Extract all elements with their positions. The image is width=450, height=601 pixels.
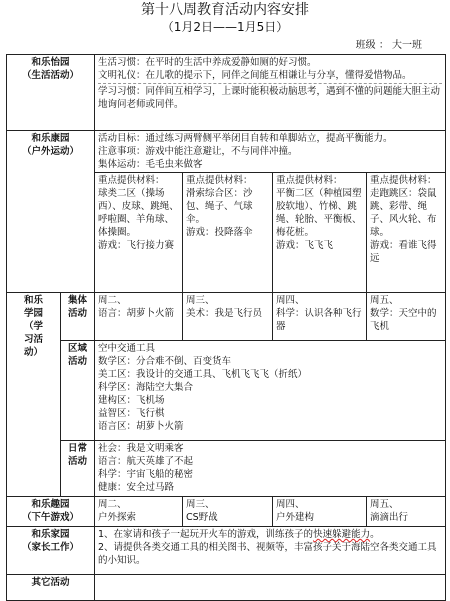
health-col-title: 重点提供材料：: [370, 175, 437, 186]
group-activity-label: [61, 293, 95, 341]
life-divider: [98, 83, 442, 84]
health-label-line1: 和乐康园: [31, 133, 70, 144]
health-col-title: 重点提供材料：: [186, 175, 253, 186]
family-item-2: 2、请提供各类交通工具的相关图书、视频等，丰富孩子关于海陆空各类交通工具的小知识。: [98, 542, 437, 566]
life-etiquette: 文明礼仪：在儿歌的提示下，同伴之间能互相谦让与分享，懂得爱惜物品。: [98, 70, 412, 81]
fun-cell-tue: [95, 497, 183, 527]
page-title: 第十八周教育活动内容安排: [141, 2, 309, 18]
group-cell-thu: [273, 293, 367, 341]
learning-group-row: [7, 293, 446, 341]
area-theme: 空中交通工具: [98, 343, 156, 354]
fun-content: CS野战: [186, 512, 218, 523]
fun-day: 周二、: [98, 499, 127, 510]
daily-item: 社会：我是文明乘客: [98, 443, 184, 454]
group-cell-fri: [367, 293, 446, 341]
health-col-game: 游戏：飞飞飞: [276, 240, 334, 251]
group-label-line1: 集体: [68, 295, 88, 306]
fun-row: [7, 497, 446, 527]
family-item-1: [98, 528, 442, 541]
learning-label-line5: 动）: [23, 347, 43, 358]
group-day: 周二、: [98, 295, 127, 306]
daily-item: 语言：航天英雄了不起: [98, 456, 194, 467]
life-habit: 生活习惯：在平时的生活中养成爱静如厕的好习惯。: [98, 57, 317, 68]
learning-label-line3: （学: [23, 321, 43, 332]
learning-label-line4: 习活: [23, 334, 43, 345]
life-study: 学习习惯：同伴间互相学习，上课时能积极动脑思考，遇到不懂的问题能大胆主动地询问老师或同伴。: [98, 86, 441, 110]
health-col-thu: [273, 173, 367, 293]
life-label-line2: （生活活动）: [22, 70, 80, 81]
health-label: [7, 131, 95, 293]
area-content: [95, 341, 446, 441]
group-cell-tue: [95, 293, 183, 341]
fun-content: 滴滴出行: [370, 512, 409, 523]
area-item: 益智区：飞行棋: [98, 408, 165, 419]
other-row: [7, 575, 446, 601]
daily-content: [95, 441, 446, 497]
health-note: 注意事项：游戏中能注意避让，不与同伴冲撞。: [98, 146, 298, 157]
area-item: 科学区：海陆空大集合: [98, 382, 194, 393]
family-label-line2: （家长工作）: [22, 542, 80, 553]
learning-label-line1: 和乐: [23, 295, 43, 306]
health-col-title: 重点提供材料：: [98, 175, 165, 186]
fun-label-line1: 和乐趣园: [31, 499, 70, 510]
family-item-1-highlight: 快速躲避能力: [313, 529, 371, 540]
learning-label-line2: 学园: [23, 308, 43, 319]
health-group: 集体运动：毛毛虫来做客: [98, 159, 203, 170]
fun-content: 户外探索: [98, 512, 137, 523]
fun-content: 户外建构: [276, 512, 315, 523]
area-label-line1: 区域: [68, 343, 88, 354]
area-label-line2: 活动: [68, 356, 88, 367]
family-item-1-end: 。: [370, 529, 380, 540]
fun-day: 周四、: [276, 499, 305, 510]
health-col-game: 游戏：看谁飞得远: [370, 240, 437, 264]
area-activity-label: [61, 341, 95, 441]
family-content: [95, 527, 446, 575]
life-label: [7, 55, 95, 131]
fun-cell-thu: [273, 497, 367, 527]
health-col-materials: 走跑跳区：袋鼠跳、彩带、绳子、风火轮、布球。: [370, 188, 437, 238]
daily-item: 健康：安全过马路: [98, 482, 175, 493]
health-col-materials: 平衡二区（种植园塑胶软地）、竹梯、跳绳、轮胎、平衡板、梅花桩。: [276, 188, 362, 238]
family-item-1-text: 1、在家请和孩子一起玩开火车的游戏，训练孩子的: [98, 529, 314, 540]
group-content: 科学：认识各种飞行器: [276, 308, 362, 332]
daily-activity-label: [61, 441, 95, 497]
life-row: [7, 55, 446, 131]
health-col-tue: [95, 173, 183, 293]
fun-label-line2: （下午游戏）: [22, 512, 80, 523]
health-col-materials: 滑索综合区：沙包、绳子、气球伞。: [186, 188, 253, 225]
health-col-game: 游戏：投降落伞: [186, 227, 253, 238]
learning-label: [7, 293, 61, 497]
group-content: 数学：天空中的飞机: [370, 308, 437, 332]
life-content: [95, 55, 446, 131]
health-label-line2: （户外运动）: [22, 146, 80, 157]
health-col-fri: [367, 173, 446, 293]
area-item: 语言区：胡萝卜火箭: [98, 421, 184, 432]
area-item: 美工区：我设计的交通工具、飞机飞飞飞（折纸）: [98, 369, 308, 380]
group-day: 周四、: [276, 295, 305, 306]
health-col-title: 重点提供材料：: [276, 175, 343, 186]
learning-area-row: [7, 341, 446, 441]
daily-label-line1: 日常: [68, 443, 88, 454]
fun-cell-fri: [367, 497, 446, 527]
group-cell-wed: [183, 293, 273, 341]
fun-cell-wed: [183, 497, 273, 527]
health-col-game: 游戏：飞行接力赛: [98, 240, 175, 251]
health-goal: 活动目标：通过练习两臂侧平举闭目自转和单脚站立，提高平衡能力。: [98, 133, 393, 144]
fun-day: 周五、: [370, 499, 399, 510]
date-range: （1月2日——1月5日）: [161, 20, 289, 34]
daily-label-line2: 活动: [68, 456, 88, 467]
family-row: [7, 527, 446, 575]
schedule-table: [6, 54, 446, 601]
family-label: [7, 527, 95, 575]
group-content: 美术：我是飞行员: [186, 308, 263, 319]
group-day: 周三、: [186, 295, 215, 306]
other-content: [95, 575, 446, 601]
area-item: 建构区：飞机场: [98, 395, 165, 406]
group-label-line2: 活动: [68, 308, 88, 319]
family-label-line1: 和乐家园: [31, 529, 70, 540]
daily-item: 科学：宇宙飞船的秘密: [98, 469, 194, 480]
fun-day: 周三、: [186, 499, 215, 510]
health-goal-content: [95, 131, 446, 173]
other-label: 其它活动: [7, 575, 95, 601]
class-name: 班级 ： 大一班: [355, 40, 422, 51]
life-label-line1: 和乐怡园: [31, 57, 70, 68]
health-col-wed: [183, 173, 273, 293]
group-day: 周五、: [370, 295, 399, 306]
health-col-materials: 球类二区（操场西）、皮球、跳绳、呼啦圈、羊角球、体操圈。: [98, 188, 179, 238]
fun-label: [7, 497, 95, 527]
learning-daily-row: [7, 441, 446, 497]
health-goal-row: [7, 131, 446, 173]
area-item: 数学区：分合难不倒、百变货车: [98, 356, 232, 367]
group-content: 语言：胡萝卜火箭: [98, 308, 175, 319]
